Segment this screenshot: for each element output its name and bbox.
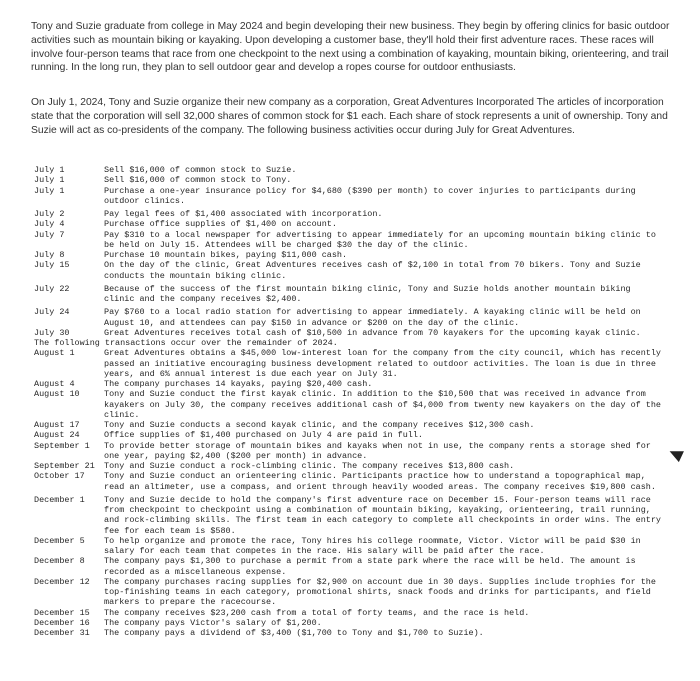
transaction-date: December 31 <box>34 628 90 638</box>
transaction-row <box>34 536 664 557</box>
transaction-date: July 30 <box>34 327 70 338</box>
transaction-date: August 17 <box>34 420 80 430</box>
transaction-text: To help organize and promote the race, Tony hires his college roommate, Victor. Victor will be paid $30 in salary for each team that competes in the race. His salary will be paid after the race. <box>104 535 641 556</box>
transaction-text: The company purchases racing supplies for $2,900 on account due in 30 days. Supplies include trophies for the top-finishing teams in each category, promotional shirts, snack foods and drinks for participants, and field markers to prepare the racecourse. <box>104 576 656 608</box>
transaction-date: September 21 <box>34 461 95 471</box>
transaction-date: August 24 <box>34 430 80 441</box>
transaction-row <box>34 379 664 389</box>
transaction-text: Tony and Suzie conduct an orienteering clinic. Participants practice how to understand a topographical map, read an altimeter, use a compass, and orient through heavily wooded areas. The company receives $19,800 cash. <box>104 471 656 492</box>
transaction-row <box>34 186 664 207</box>
transaction-row <box>34 441 664 462</box>
transaction-date: December 5 <box>34 535 85 546</box>
transaction-row <box>34 495 664 536</box>
transaction-row <box>34 328 664 338</box>
july-paragraph: On July 1, 2024, Tony and Suzie organize their new company as a corporation, Great Adventures Incorporated The articles of incorporation state that the corporation will sell 32,000 shares of common stock for $1 each. Each share of stock represents a unit of ownership. Tony and Suzie will act as co-presidents of the company. The following business activities occur during July for Great Adventures. <box>31 97 668 136</box>
transaction-date: December 12 <box>34 576 90 587</box>
transaction-row <box>34 420 664 430</box>
transaction-text: Tony and Suzie conduct the first kayak clinic. In addition to the $10,500 that was received in advance from kayakers on July 30, the company receives additional cash of $4,000 from twenty new kayakers on the day of the clinic. <box>104 389 661 420</box>
transaction-date: July 15 <box>34 260 70 271</box>
transaction-date: December 15 <box>34 607 90 618</box>
transaction-text: Great Adventures receives total cash of $10,500 in advance from 70 kayakers for the upcoming kayak clinic. <box>104 327 641 338</box>
transaction-text: Sell $16,000 of common stock to Tony. <box>104 175 292 186</box>
transactions-log <box>34 165 664 638</box>
transaction-text: To provide better storage of mountain bikes and kayaks when not in use, the company rents a storage shed for one year, paying $2,400 ($200 per month) in advance. <box>104 440 651 461</box>
transaction-row <box>34 461 664 471</box>
transaction-date: October 17 <box>34 471 85 482</box>
transaction-row <box>34 556 664 577</box>
remainder-note: The following transactions occur over the remainder of 2024. <box>34 338 338 348</box>
transaction-date: July 7 <box>34 229 65 240</box>
transaction-text: Pay legal fees of $1,400 associated with incorporation. <box>104 209 383 219</box>
transaction-text: Purchase 10 mountain bikes, paying $11,000 cash. <box>104 250 348 260</box>
transaction-text: Pay $310 to a local newspaper for advertising to appear immediately for an upcoming mountain biking clinic to be held on July 15. Attendees will be charged $30 the day of the clinic. <box>104 229 656 250</box>
transaction-date: July 24 <box>34 307 70 318</box>
transaction-row <box>34 175 664 185</box>
transaction-text: The company receives $23,200 cash from a total of forty teams, and the race is held. <box>104 607 530 618</box>
transaction-date: July 1 <box>34 175 65 186</box>
transaction-row <box>34 284 664 305</box>
transaction-row <box>34 628 664 638</box>
transaction-text: On the day of the clinic, Great Adventures receives cash of $2,100 in total from 70 bikers. Tony and Suzie conducts the mountain biking clinic. <box>104 260 641 281</box>
transaction-date: July 1 <box>34 165 65 175</box>
transaction-row <box>34 430 664 440</box>
transaction-row <box>34 260 664 281</box>
transaction-row <box>34 219 664 229</box>
transaction-date: July 22 <box>34 283 70 294</box>
transaction-text: The company pays $1,300 to purchase a permit from a state park where the race will be held. The amount is recorded as a miscellaneous expense. <box>104 556 636 577</box>
transaction-date: July 1 <box>34 185 65 196</box>
transaction-date: December 1 <box>34 494 85 505</box>
transaction-row <box>34 165 664 175</box>
transaction-date: September 1 <box>34 440 90 451</box>
transaction-row <box>34 577 664 608</box>
transaction-text: The company pays a dividend of $3,400 ($1,700 to Tony and $1,700 to Suzie). <box>104 628 484 638</box>
transaction-row <box>34 250 664 260</box>
mouse-cursor-icon <box>667 446 684 462</box>
transaction-row <box>34 471 664 492</box>
transaction-row <box>34 307 664 328</box>
transaction-date: August 1 <box>34 348 75 359</box>
transaction-date: August 10 <box>34 389 80 400</box>
transaction-text: Tony and Suzie decide to hold the company's first adventure race on December 15. Four-person teams will race from checkpoint to checkpoint using a combination of mountain biking, kayaking, orienteering, trail running, and rock-climbing skills. The first team in each category to complete all checkpoints in order wins. The entry fee for each team is $580. <box>104 494 661 536</box>
transaction-text: Tony and Suzie conducts a second kayak clinic, and the company receives $12,300 cash. <box>104 420 535 430</box>
transaction-date: August 4 <box>34 379 75 389</box>
transaction-date: December 8 <box>34 556 85 567</box>
transaction-text: Sell $16,000 of common stock to Suzie. <box>104 165 297 175</box>
transaction-text: The company pays Victor's salary of $1,200. <box>104 617 322 628</box>
transaction-text: The company purchases 14 kayaks, paying $20,400 cash. <box>104 379 373 389</box>
transaction-text: Pay $760 to a local radio station for advertising to appear immediately. A kayaking clinic will be held on August 10, and attendees can pay $150 in advance or $200 on the day of the clinic. <box>104 307 641 328</box>
transaction-text: Great Adventures obtains a $45,000 low-interest loan for the company from the city council, which has recently passed an initiative encouraging business development related to outdoor activities. The loan is due in three years, and 6% annual interest is due each year on July 31. <box>104 348 661 379</box>
transaction-row <box>34 348 664 379</box>
transaction-row <box>34 608 664 618</box>
transaction-text: Office supplies of $1,400 purchased on July 4 are paid in full. <box>104 430 423 441</box>
transaction-text: Because of the success of the first mountain biking clinic, Tony and Suzie holds another mountain biking clinic and the company receives $2,400. <box>104 283 631 304</box>
transaction-row <box>34 209 664 219</box>
intro-paragraph: Tony and Suzie graduate from college in May 2024 and begin developing their new business. They begin by offering clinics for basic outdoor activities such as mountain biking or kayaking. Upon developing a customer base, they'll hold their first adventure races. These races will involve four-person teams that race from one checkpoint to the next using a combination of kayaking, mountain biking, orienteering, and trail running. In the long run, they plan to sell outdoor gear and develop a ropes course for outdoor enthusiasts. <box>31 21 670 74</box>
transaction-date: December 16 <box>34 617 90 628</box>
transaction-row <box>34 618 664 628</box>
transaction-text: Purchase a one-year insurance policy for $4,680 ($390 per month) to cover injuries to participants during outdoor clinics. <box>104 185 636 206</box>
transaction-text: Tony and Suzie conduct a rock-climbing clinic. The company receives $13,800 cash. <box>104 461 515 471</box>
transaction-date: July 2 <box>34 209 65 219</box>
transaction-text: Purchase office supplies of $1,400 on account. <box>104 219 337 230</box>
transaction-row <box>34 230 664 251</box>
transaction-date: July 8 <box>34 250 65 260</box>
transaction-date: July 4 <box>34 219 65 230</box>
transaction-row <box>34 389 664 420</box>
